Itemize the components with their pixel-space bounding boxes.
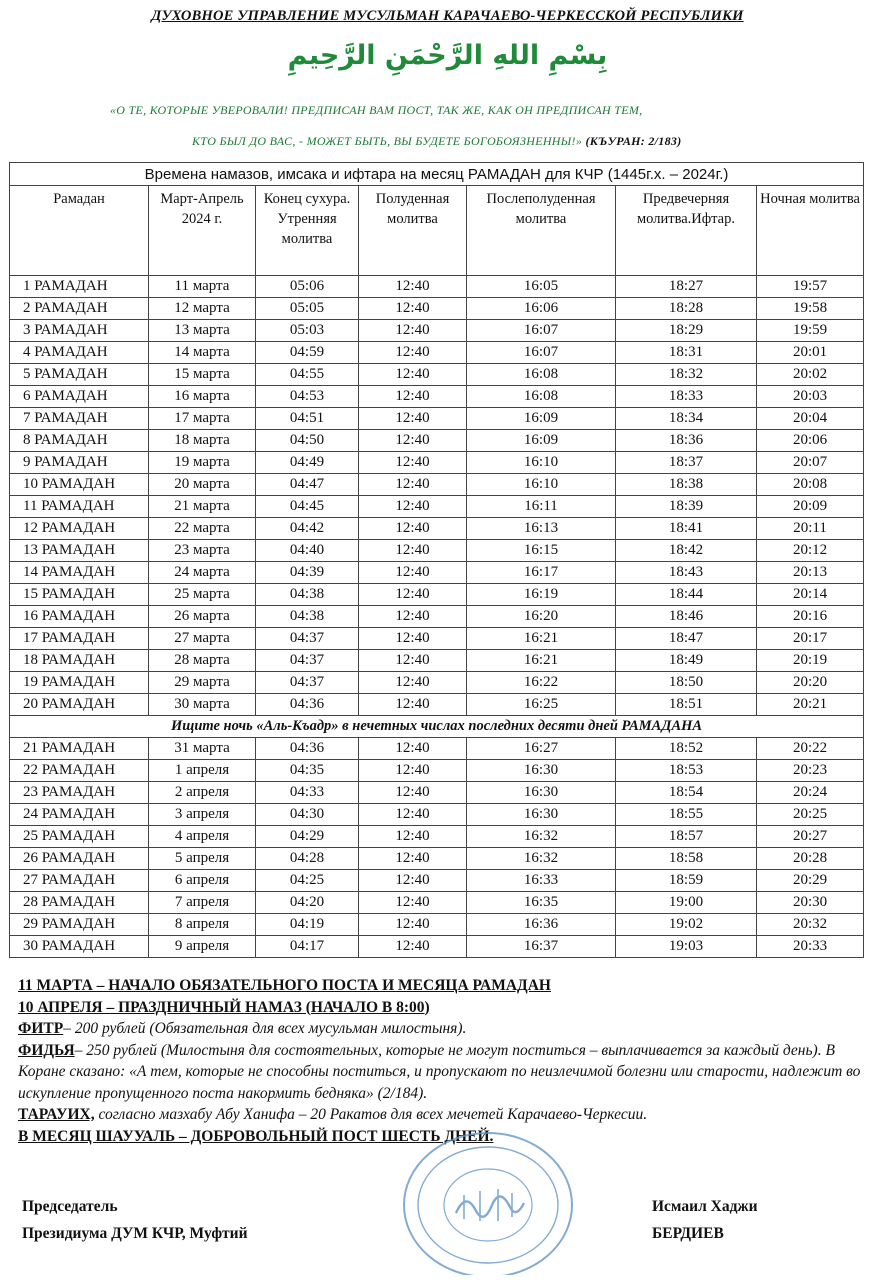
fitr-label: ФИТР	[18, 1020, 64, 1037]
table-row	[10, 320, 864, 342]
table-cell: 12:40	[359, 606, 467, 628]
table-cell: 18:39	[616, 496, 757, 518]
table-cell: 04:42	[256, 518, 359, 540]
table-cell: 20 РАМАДАН	[10, 694, 149, 716]
table-cell: 9 РАМАДАН	[10, 452, 149, 474]
table-cell: 18:29	[616, 320, 757, 342]
table-cell: 24 марта	[149, 562, 256, 584]
table-cell: 28 марта	[149, 650, 256, 672]
table-cell: 04:20	[256, 892, 359, 914]
table-cell: 12:40	[359, 738, 467, 760]
table-cell: 16:05	[467, 276, 616, 298]
table-cell: 3 апреля	[149, 804, 256, 826]
table-cell: 04:28	[256, 848, 359, 870]
table-cell: 04:53	[256, 386, 359, 408]
column-header: Конец сухура. Утренняя молитва	[256, 186, 359, 276]
table-cell: 18:49	[616, 650, 757, 672]
table-cell: 17 марта	[149, 408, 256, 430]
table-cell: 19 марта	[149, 452, 256, 474]
table-cell: 20:20	[757, 672, 864, 694]
table-cell: 23 РАМАДАН	[10, 782, 149, 804]
table-cell: 16:22	[467, 672, 616, 694]
table-cell: 04:37	[256, 672, 359, 694]
column-header: Рамадан	[10, 186, 149, 276]
table-cell: 20:03	[757, 386, 864, 408]
table-cell: 18:58	[616, 848, 757, 870]
fast-start-note: 11 МАРТА – НАЧАЛО ОБЯЗАТЕЛЬНОГО ПОСТА И МЕСЯЦА РАМАДАН	[18, 977, 551, 994]
table-row	[10, 760, 864, 782]
table-cell: 20:12	[757, 540, 864, 562]
table-row	[10, 936, 864, 958]
table-cell: 16 РАМАДАН	[10, 606, 149, 628]
table-cell: 26 марта	[149, 606, 256, 628]
table-cell: 04:45	[256, 496, 359, 518]
table-cell: 04:36	[256, 738, 359, 760]
table-cell: 18:57	[616, 826, 757, 848]
table-row	[10, 298, 864, 320]
fidya-label: ФИДЬЯ	[18, 1041, 75, 1059]
table-cell: 16:33	[467, 870, 616, 892]
table-cell: 18:36	[616, 430, 757, 452]
table-cell: 20:24	[757, 782, 864, 804]
table-cell: 16:32	[467, 848, 616, 870]
table-cell: 04:51	[256, 408, 359, 430]
table-cell: 12:40	[359, 782, 467, 804]
table-row	[10, 474, 864, 496]
table-cell: 20:16	[757, 606, 864, 628]
table-cell: 12:40	[359, 298, 467, 320]
table-cell: 20:02	[757, 364, 864, 386]
table-cell: 18:34	[616, 408, 757, 430]
table-cell: 12:40	[359, 870, 467, 892]
table-cell: 04:17	[256, 936, 359, 958]
table-cell: 16:30	[467, 760, 616, 782]
table-row	[10, 562, 864, 584]
table-cell: 5 апреля	[149, 848, 256, 870]
table-cell: 04:39	[256, 562, 359, 584]
table-row	[10, 540, 864, 562]
table-cell: 12:40	[359, 848, 467, 870]
table-cell: 12:40	[359, 562, 467, 584]
table-cell: 18:38	[616, 474, 757, 496]
table-cell: 16:10	[467, 474, 616, 496]
table-cell: 6 РАМАДАН	[10, 386, 149, 408]
table-cell: 29 РАМАДАН	[10, 914, 149, 936]
table-cell: 04:37	[256, 650, 359, 672]
table-cell: 16:20	[467, 606, 616, 628]
table-cell: 18:31	[616, 342, 757, 364]
table-cell: 2 РАМАДАН	[10, 298, 149, 320]
table-cell: 16:15	[467, 540, 616, 562]
table-cell: 18:27	[616, 276, 757, 298]
table-cell: 18:32	[616, 364, 757, 386]
table-cell: 18:46	[616, 606, 757, 628]
fidya-note	[18, 1040, 878, 1105]
quran-quote-line-1: «О ТЕ, КОТОРЫЕ УВЕРОВАЛИ! ПРЕДПИСАН ВАМ ПОСТ, ТАК ЖЕ, КАК ОН ПРЕДПИСАН ТЕМ,	[110, 103, 643, 117]
table-cell: 12:40	[359, 342, 467, 364]
table-row	[10, 738, 864, 760]
table-cell: 21 РАМАДАН	[10, 738, 149, 760]
table-cell: 04:29	[256, 826, 359, 848]
table-cell: 20:13	[757, 562, 864, 584]
table-cell: 12 РАМАДАН	[10, 518, 149, 540]
table-cell: 12:40	[359, 694, 467, 716]
table-cell: 18:42	[616, 540, 757, 562]
table-cell: 20:08	[757, 474, 864, 496]
table-cell: 20:14	[757, 584, 864, 606]
table-cell: 8 РАМАДАН	[10, 430, 149, 452]
table-cell: 18:59	[616, 870, 757, 892]
table-row	[10, 386, 864, 408]
table-cell: 11 марта	[149, 276, 256, 298]
table-row	[10, 804, 864, 826]
table-cell: 13 марта	[149, 320, 256, 342]
table-cell: 20:04	[757, 408, 864, 430]
fitr-note	[18, 1018, 878, 1040]
shawwal-note: В МЕСЯЦ ШАУУАЛЬ – ДОБРОВОЛЬНЫЙ ПОСТ ШЕСТЬ ДНЕЙ.	[18, 1127, 494, 1145]
eid-prayer-note: 10 АПРЕЛЯ – ПРАЗДНИЧНЫЙ НАМАЗ (НАЧАЛО В 8:00)	[18, 998, 430, 1016]
table-cell: 04:36	[256, 694, 359, 716]
table-cell: 26 РАМАДАН	[10, 848, 149, 870]
table-cell: 7 РАМАДАН	[10, 408, 149, 430]
column-header: Предвечерняя молитва.Ифтар.	[616, 186, 757, 276]
table-cell: 12:40	[359, 892, 467, 914]
table-cell: 20:28	[757, 848, 864, 870]
table-cell: 20:33	[757, 936, 864, 958]
table-cell: 7 апреля	[149, 892, 256, 914]
ramadan-schedule-table	[9, 162, 864, 958]
table-cell: 17 РАМАДАН	[10, 628, 149, 650]
fidya-text: – 250 рублей (Милостыня для состоятельных, которые не могут поститься – выплачивается за каждый день). В Коране сказано: «А тем, которые не способны поститься, и пропускают по неизлечимой болезни или старости, надлежит во искупление пропущенного поста накормить бедняка» (2/184).	[18, 1041, 861, 1102]
table-row	[10, 782, 864, 804]
table-cell: 16:21	[467, 628, 616, 650]
table-cell: 20 марта	[149, 474, 256, 496]
table-cell: 10 РАМАДАН	[10, 474, 149, 496]
table-header-row	[10, 186, 864, 276]
quran-quote-line-2	[192, 134, 812, 149]
table-cell: 12:40	[359, 496, 467, 518]
table-cell: 13 РАМАДАН	[10, 540, 149, 562]
table-cell: 18:54	[616, 782, 757, 804]
table-cell: 30 марта	[149, 694, 256, 716]
table-cell: 12:40	[359, 320, 467, 342]
table-cell: 8 апреля	[149, 914, 256, 936]
table-row	[10, 276, 864, 298]
table-cell: 18:37	[616, 452, 757, 474]
table-row	[10, 628, 864, 650]
table-row	[10, 452, 864, 474]
table-cell: 04:19	[256, 914, 359, 936]
table-cell: 05:06	[256, 276, 359, 298]
table-cell: 04:38	[256, 584, 359, 606]
table-cell: 12:40	[359, 386, 467, 408]
table-cell: 12:40	[359, 518, 467, 540]
table-cell: 12 марта	[149, 298, 256, 320]
table-row	[10, 430, 864, 452]
table-cell: 19:57	[757, 276, 864, 298]
table-cell: 4 РАМАДАН	[10, 342, 149, 364]
table-cell: 14 марта	[149, 342, 256, 364]
table-cell: 12:40	[359, 672, 467, 694]
table-cell: 22 марта	[149, 518, 256, 540]
table-cell: 20:17	[757, 628, 864, 650]
table-row	[10, 496, 864, 518]
table-cell: 20:25	[757, 804, 864, 826]
table-cell: 16:17	[467, 562, 616, 584]
table-cell: 18:53	[616, 760, 757, 782]
table-cell: 16:13	[467, 518, 616, 540]
table-cell: 19:59	[757, 320, 864, 342]
table-cell: 20:32	[757, 914, 864, 936]
table-row	[10, 518, 864, 540]
laylat-al-qadr-note-row	[10, 716, 864, 738]
table-cell: 18:44	[616, 584, 757, 606]
organization-title: ДУХОВНОЕ УПРАВЛЕНИЕ МУСУЛЬМАН КАРАЧАЕВО-ЧЕРКЕССКОЙ РЕСПУБЛИКИ	[151, 8, 744, 24]
table-cell: 19:58	[757, 298, 864, 320]
table-cell: 12:40	[359, 408, 467, 430]
table-row	[10, 364, 864, 386]
column-header: Март-Апрель 2024 г.	[149, 186, 256, 276]
table-cell: 6 апреля	[149, 870, 256, 892]
table-caption: Времена намазов, имсака и ифтара на месяц РАМАДАН для КЧР (1445г.х. – 2024г.)	[10, 163, 864, 186]
table-cell: 27 марта	[149, 628, 256, 650]
table-cell: 12:40	[359, 650, 467, 672]
table-cell: 19:03	[616, 936, 757, 958]
table-cell: 18:51	[616, 694, 757, 716]
table-cell: 12:40	[359, 276, 467, 298]
table-cell: 12:40	[359, 474, 467, 496]
table-cell: 18:33	[616, 386, 757, 408]
table-cell: 19 РАМАДАН	[10, 672, 149, 694]
table-cell: 20:01	[757, 342, 864, 364]
table-cell: 27 РАМАДАН	[10, 870, 149, 892]
table-cell: 22 РАМАДАН	[10, 760, 149, 782]
table-cell: 20:06	[757, 430, 864, 452]
table-cell: 19:00	[616, 892, 757, 914]
table-cell: 05:05	[256, 298, 359, 320]
table-cell: 12:40	[359, 364, 467, 386]
table-cell: 16:30	[467, 782, 616, 804]
table-row	[10, 870, 864, 892]
column-header: Полуденная молитва	[359, 186, 467, 276]
table-cell: 18:52	[616, 738, 757, 760]
table-cell: 16:32	[467, 826, 616, 848]
table-cell: 20:27	[757, 826, 864, 848]
table-cell: 16:37	[467, 936, 616, 958]
table-cell: 20:11	[757, 518, 864, 540]
table-cell: 12:40	[359, 914, 467, 936]
table-cell: 12:40	[359, 584, 467, 606]
table-cell: 16:25	[467, 694, 616, 716]
table-row	[10, 892, 864, 914]
table-cell: 04:33	[256, 782, 359, 804]
table-cell: 14 РАМАДАН	[10, 562, 149, 584]
signatory-name-line-1: Исмаил Хаджи	[652, 1198, 758, 1215]
laylat-al-qadr-note: Ищите ночь «Аль-Къадр» в нечетных числах последних десяти дней РАМАДАНА	[10, 716, 864, 738]
official-stamp	[398, 1125, 578, 1275]
table-row	[10, 672, 864, 694]
table-cell: 16:08	[467, 386, 616, 408]
table-cell: 04:55	[256, 364, 359, 386]
table-cell: 18 марта	[149, 430, 256, 452]
table-cell: 18:47	[616, 628, 757, 650]
table-cell: 04:50	[256, 430, 359, 452]
table-cell: 04:40	[256, 540, 359, 562]
table-cell: 16:08	[467, 364, 616, 386]
table-row	[10, 694, 864, 716]
table-cell: 21 марта	[149, 496, 256, 518]
table-cell: 1 апреля	[149, 760, 256, 782]
table-cell: 16:11	[467, 496, 616, 518]
table-cell: 3 РАМАДАН	[10, 320, 149, 342]
table-cell: 30 РАМАДАН	[10, 936, 149, 958]
table-cell: 16:27	[467, 738, 616, 760]
table-row	[10, 584, 864, 606]
table-cell: 25 марта	[149, 584, 256, 606]
table-row	[10, 914, 864, 936]
table-cell: 04:30	[256, 804, 359, 826]
table-cell: 16:35	[467, 892, 616, 914]
table-row	[10, 826, 864, 848]
table-cell: 04:37	[256, 628, 359, 650]
footer-notes	[18, 975, 878, 1147]
table-cell: 15 марта	[149, 364, 256, 386]
table-cell: 04:25	[256, 870, 359, 892]
basmala: بِسْمِ اللهِ الرَّحْمَنِ الرَّحِيمِ	[287, 40, 608, 71]
table-cell: 16:09	[467, 430, 616, 452]
table-cell: 05:03	[256, 320, 359, 342]
table-cell: 25 РАМАДАН	[10, 826, 149, 848]
fitr-text: – 200 рублей (Обязательная для всех мусульман милостыня).	[63, 1020, 467, 1037]
table-cell: 04:35	[256, 760, 359, 782]
table-cell: 12:40	[359, 760, 467, 782]
table-cell: 18:28	[616, 298, 757, 320]
table-cell: 5 РАМАДАН	[10, 364, 149, 386]
table-cell: 12:40	[359, 628, 467, 650]
table-cell: 04:47	[256, 474, 359, 496]
table-cell: 20:23	[757, 760, 864, 782]
table-row	[10, 342, 864, 364]
table-cell: 04:59	[256, 342, 359, 364]
signatory-name-line-2: БЕРДИЕВ	[652, 1225, 724, 1242]
signatory-title-line-1: Председатель	[22, 1198, 118, 1215]
table-cell: 20:30	[757, 892, 864, 914]
table-caption-row	[10, 163, 864, 186]
table-cell: 1 РАМАДАН	[10, 276, 149, 298]
table-cell: 12:40	[359, 452, 467, 474]
table-row	[10, 650, 864, 672]
column-header: Послеполуденная молитва	[467, 186, 616, 276]
table-cell: 16:07	[467, 342, 616, 364]
signatory-name	[652, 1193, 758, 1247]
table-cell: 16:19	[467, 584, 616, 606]
quran-quote-text: КТО БЫЛ ДО ВАС, - МОЖЕТ БЫТЬ, ВЫ БУДЕТЕ БОГОБОЯЗНЕННЫ!»	[192, 134, 583, 148]
table-cell: 4 апреля	[149, 826, 256, 848]
table-cell: 15 РАМАДАН	[10, 584, 149, 606]
table-cell: 16:06	[467, 298, 616, 320]
taraweeh-note	[18, 1104, 878, 1126]
table-cell: 12:40	[359, 936, 467, 958]
table-cell: 16 марта	[149, 386, 256, 408]
table-cell: 20:19	[757, 650, 864, 672]
table-cell: 12:40	[359, 540, 467, 562]
table-cell: 23 марта	[149, 540, 256, 562]
table-cell: 31 марта	[149, 738, 256, 760]
table-cell: 20:22	[757, 738, 864, 760]
signatory-title	[22, 1193, 248, 1247]
table-cell: 12:40	[359, 826, 467, 848]
table-cell: 20:07	[757, 452, 864, 474]
table-cell: 2 апреля	[149, 782, 256, 804]
table-cell: 18:55	[616, 804, 757, 826]
table-cell: 29 марта	[149, 672, 256, 694]
table-cell: 11 РАМАДАН	[10, 496, 149, 518]
table-cell: 04:38	[256, 606, 359, 628]
table-cell: 24 РАМАДАН	[10, 804, 149, 826]
quran-reference: (КЪУРАН: 2/183)	[585, 134, 682, 148]
table-cell: 16:30	[467, 804, 616, 826]
table-cell: 19:02	[616, 914, 757, 936]
table-cell: 28 РАМАДАН	[10, 892, 149, 914]
table-cell: 16:21	[467, 650, 616, 672]
table-cell: 9 апреля	[149, 936, 256, 958]
table-row	[10, 848, 864, 870]
table-cell: 18:43	[616, 562, 757, 584]
table-cell: 16:07	[467, 320, 616, 342]
signatory-title-line-2: Президиума ДУМ КЧР, Муфтий	[22, 1225, 248, 1242]
table-cell: 18:41	[616, 518, 757, 540]
table-row	[10, 408, 864, 430]
table-cell: 20:09	[757, 496, 864, 518]
column-header: Ночная молитва	[757, 186, 864, 276]
table-cell: 16:10	[467, 452, 616, 474]
table-cell: 18:50	[616, 672, 757, 694]
table-cell: 20:29	[757, 870, 864, 892]
table-cell: 12:40	[359, 804, 467, 826]
table-cell: 16:36	[467, 914, 616, 936]
table-cell: 16:09	[467, 408, 616, 430]
table-cell: 12:40	[359, 430, 467, 452]
table-cell: 04:49	[256, 452, 359, 474]
table-cell: 20:21	[757, 694, 864, 716]
taraweeh-label: ТАРАУИХ,	[18, 1106, 95, 1123]
taraweeh-text: согласно мазхабу Абу Ханифа – 20 Ракатов для всех мечетей Карачаево-Черкесии.	[94, 1106, 648, 1123]
table-row	[10, 606, 864, 628]
table-cell: 18 РАМАДАН	[10, 650, 149, 672]
